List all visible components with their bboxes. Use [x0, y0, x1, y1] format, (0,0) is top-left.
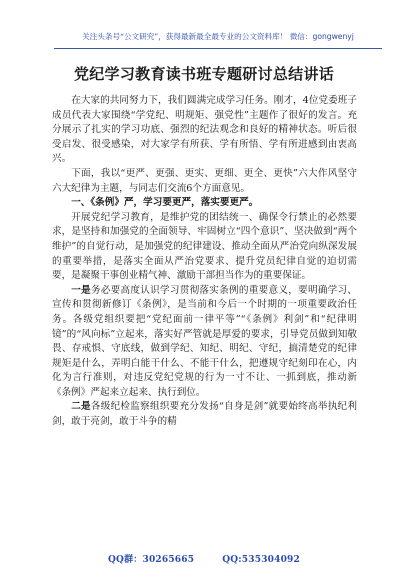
banner-text: 关注头条号“公文研究”，获得最新最全最专业的公文资料库！ 微信： [82, 32, 313, 41]
section-heading-1: 一、《条例》严，学习要更严，落实要更严。 [71, 197, 259, 209]
point-2-lead: 二是 [71, 401, 91, 413]
point-2-paragraph [52, 400, 357, 429]
document-title: 党纪学习教育读书班专题研讨总结讲话 [73, 65, 335, 83]
intro-paragraph-1: 在大家的共同努力下，我们圆满完成学习任务。刚才，4位党委班子成员代表大家围绕“学党纪、明规矩、强党性”主题作了很好的发言。充分展示了扎实的学习功底、强烈的纪法观念和良好的精神状态。听后很受启发、很受感染，对大家学有所获、学有所悟、学有所进感到由衷高兴。 [52, 95, 357, 165]
page-footer [0, 552, 408, 565]
wechat-id: gongwenyj [312, 32, 354, 41]
section-1-paragraph: 开展党纪学习教育，是维护党的团结统一、确保令行禁止的必然要求，是坚持和加强党的全面领导、牢固树立“四个意识”、坚决做到“两个维护”的自觉行动，是加强党的纪律建设、推动全面从严治党向纵深发展的重要举措，是落实全面从严治党要求、提升党员纪律自觉的迫切需要，是凝聚干事创业精气神、激励干部担当作为的重要保证。 [52, 211, 357, 282]
intro-paragraph-2: 下面，我以“更严、更强、更实、更细、更全、更快”六大作风坚守六大纪律为主题，与同志们交流6个方面意见。 [52, 167, 357, 194]
point-1-lead: 一是 [71, 284, 91, 296]
point-1-text: 务必要高度认识学习贯彻落实条例的重要意义，要明确学习、宣传和贯彻新修订《条例》，是当前和今后一个时期的一项重要政治任务。各级党组织要把“党纪面前一律平等”“《条例》利剑”和“纪律明镜”的“风向标”立起来，落实好严管就是厚爱的要求，引导党员做到知敬畏、存戒惧、守底线，做到学纪、知纪、明纪、守纪，搞清楚党的纪律规矩是什么，弄明白能干什么、不能干什么，把遵规守纪刻印在心，内化为言行准则，对违反党纪党规的行为一寸不让、一抓到底，推动新《条例》严起来立起来、执行到位。 [52, 284, 358, 398]
footer-qq-group: QQ群：30265665 [108, 555, 195, 565]
footer-qq: QQ:535304092 [222, 555, 300, 565]
promo-banner [54, 31, 382, 49]
point-1-paragraph [52, 284, 357, 401]
document-body [52, 94, 357, 430]
point-2-text: 各级纪检监察组织要充分发扬“自身是剑”就要始终高举执纪利剑，敢于亮剑，敢于斗争的精 [52, 401, 358, 428]
